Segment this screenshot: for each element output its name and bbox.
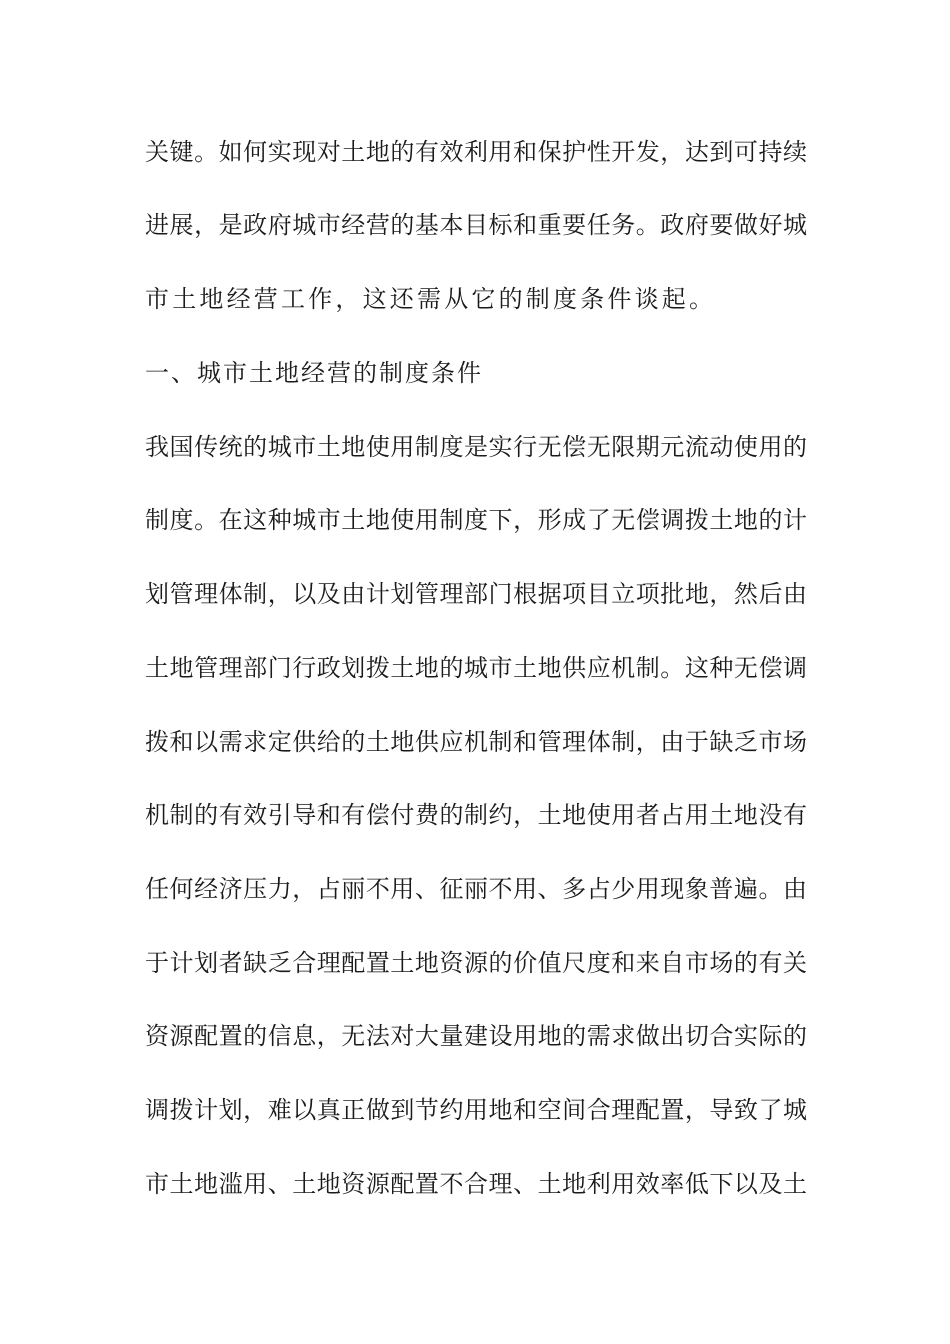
text-line-12: 于计划者缺乏合理配置土地资源的价值尺度和来自市场的有关 [145, 949, 807, 977]
text-line-11: 任何经济压力，占丽不用、征丽不用、多占少用现象普遍。由 [145, 875, 807, 903]
text-line-7: 划管理体制，以及由计划管理部门根据项目立项批地，然后由 [145, 580, 807, 608]
text-line-13: 资源配置的信息，无法对大量建设用地的需求做出切合实际的 [145, 1022, 807, 1050]
text-line-1: 关键。如何实现对土地的有效利用和保护性开发，达到可持续 [145, 138, 807, 166]
text-line-6: 制度。在这种城市土地使用制度下，形成了无偿调拨土地的计 [145, 506, 807, 534]
text-line-3: 市土地经营工作，这还需从它的制度条件谈起。 [145, 285, 717, 313]
text-line-8: 土地管理部门行政划拨土地的城市土地供应机制。这种无偿调 [145, 654, 807, 682]
section-heading: 一、城市土地经营的制度条件 [145, 359, 483, 387]
text-line-14: 调拨计划，难以真正做到节约用地和空间合理配置，导致了城 [145, 1096, 807, 1124]
text-line-5: 我国传统的城市土地使用制度是实行无偿无限期元流动使用的 [145, 433, 807, 461]
text-line-2: 进展，是政府城市经营的基本目标和重要任务。政府要做好城 [145, 211, 807, 239]
text-line-15: 市土地滥用、土地资源配置不合理、土地利用效率低下以及土 [145, 1170, 807, 1198]
text-line-10: 机制的有效引导和有偿付费的制约，土地使用者占用土地没有 [145, 801, 807, 829]
text-line-9: 拨和以需求定供给的土地供应机制和管理体制，由于缺乏市场 [145, 728, 807, 756]
